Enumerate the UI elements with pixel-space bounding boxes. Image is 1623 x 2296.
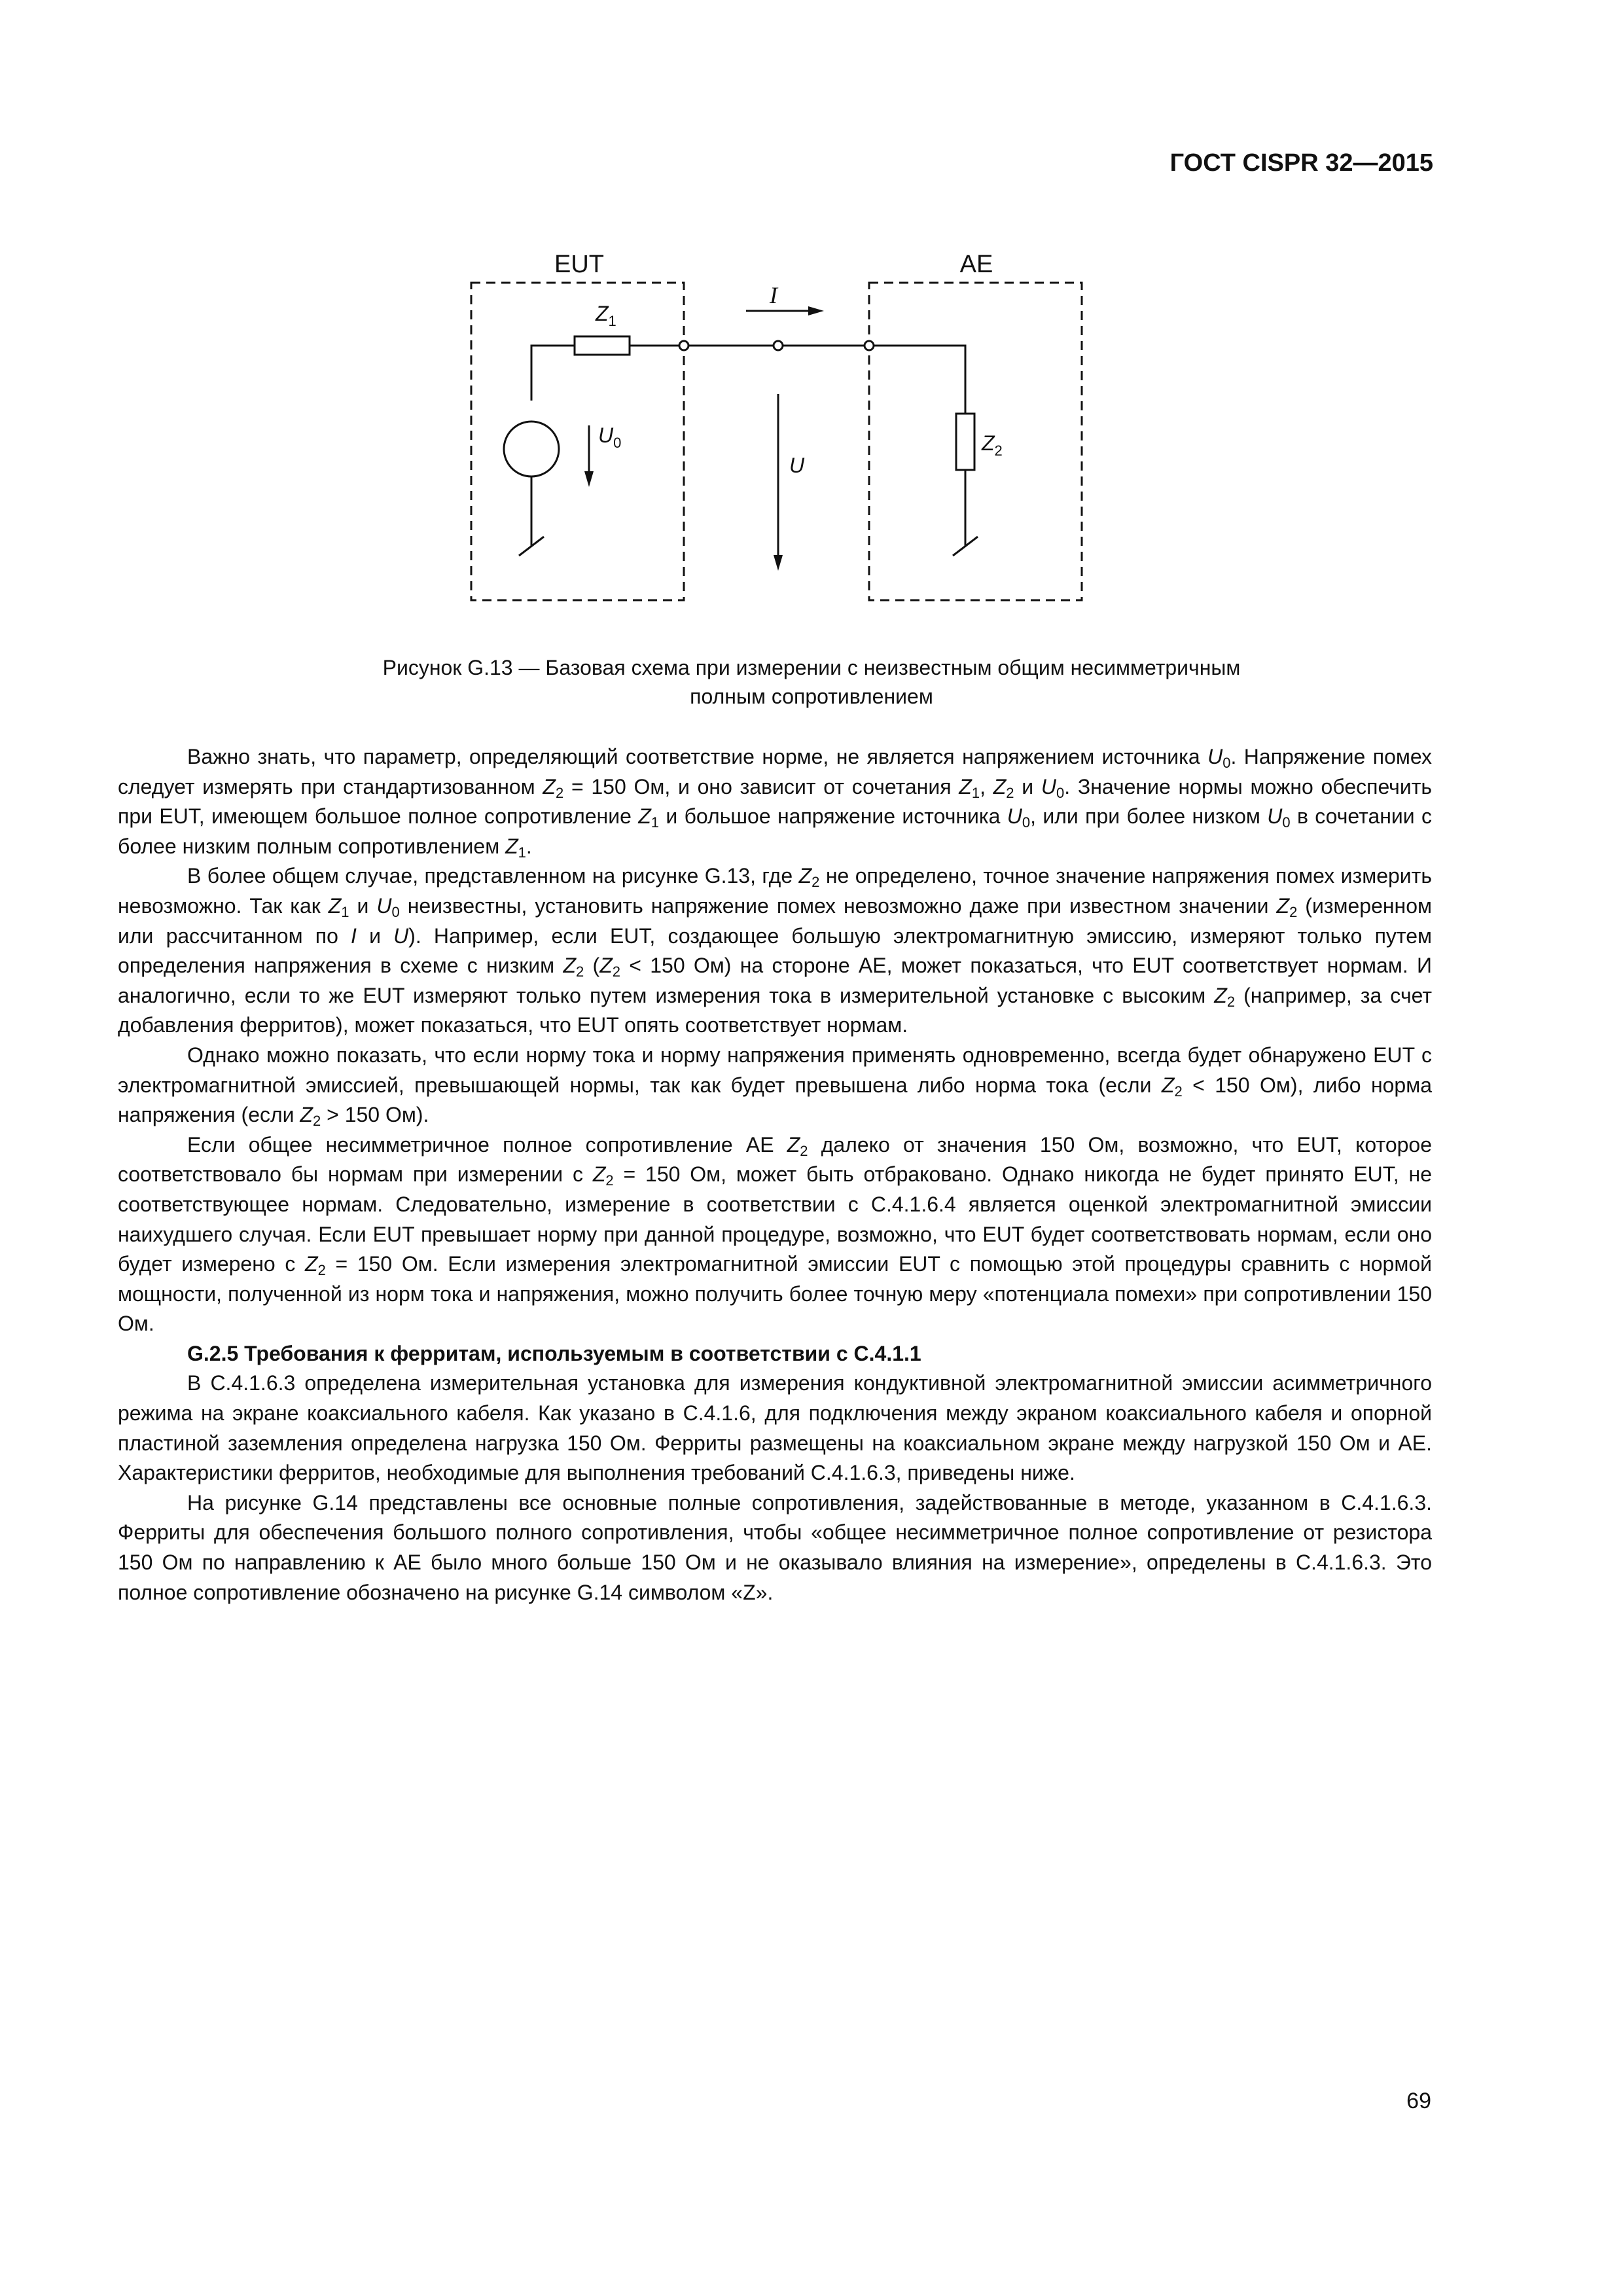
page-number: 69 bbox=[1406, 2089, 1431, 2113]
paragraph-5: В С.4.1.6.3 определена измерительная установка для измерения кондуктивной электромагнитной эмиссии асимметричного режима на экране коаксиального кабеля. Как указано в С.4.1.6, для подключения между экраном коаксиального кабеля и опорной пластиной заземления определена нагрузка 150 Ом. Ферриты размещены на коаксиальном экране между нагрузкой 150 Ом и AE. Характеристики ферритов, необходимые для выполнения требований С.4.1.6.3, приведены ниже. bbox=[118, 1371, 1432, 1485]
current-arrowhead bbox=[808, 306, 824, 315]
paragraph-3: Однако можно показать, что если норму тока и норму напряжения применять одновременно, всегда будет обнаружено EUT с электромагнитной эмиссией, превышающей нормы, так как будет превышена либо норма тока (если $Z_2 < 150$ Ом), либо норма напряжения (если $Z_2 > 150$ Ом). bbox=[118, 1043, 1433, 1130]
paragraph-6: На рисунке G.14 представлены все основные полные сопротивления, задействованные в методе, указанном в С.4.1.6.3. Ферриты для обеспечения большого полного сопротивления, чтобы «общее несимметричное полное сопротивление от резистора 150 Ом по направлению к AE было много больше 150 Ом и не оказывало влияния на измерение», определены в С.4.1.6.3. Это полное сопротивление обозначено на рисунке G.14 символом «Z». bbox=[118, 1490, 1432, 1604]
u0-label: $U_0$ bbox=[598, 423, 622, 451]
ae-label: AE bbox=[959, 251, 993, 278]
body-text bbox=[118, 742, 1432, 1607]
eut-box bbox=[471, 283, 684, 600]
z1-resistor bbox=[575, 336, 630, 355]
z2-label: $Z_2$ bbox=[982, 431, 1003, 459]
eut-wire-left bbox=[531, 346, 575, 401]
u0-arrowhead bbox=[584, 471, 594, 487]
u-arrowhead bbox=[774, 555, 783, 571]
current-label: I bbox=[770, 282, 777, 308]
section-heading: G.2.5 Требования к ферритам, используемым в соответствии с С.4.1.1 bbox=[187, 1341, 921, 1365]
figure-caption bbox=[118, 653, 1505, 711]
paragraph-4: Если общее несимметричное полное сопротивление AE $Z_2$ далеко от значения 150 Ом, возможно, что EUT, которое соответствовало бы нормам при измерении с $Z_2 = 150$ Ом, может быть отбраковано. Однако никогда не будет принято EUT, не соответствующее нормам. Следовательно, измерение в соответствии с С.4.1.6.4 является оценкой электромагнитной эмиссии наихудшего случая. Если EUT превышает норму при данной процедуре, возможно, что EUT будет соответствовать нормам, если оно будет измерено с $Z_2 = 150$ Ом. Если измерения электромагнитной эмиссии EUT с помощью этой процедуры сравнить с нормой мощности, полученной из норм тока и напряжения, можно получить более точную меру «потенциала помехи» при сопротивлении 150 Ом. bbox=[118, 1132, 1433, 1336]
node-eut bbox=[679, 341, 688, 350]
paragraph-2: В более общем случае, представленном на рисунке G.13, где $Z_2$ не определено, точное значение напряжения помех измерить невозможно. Так как $Z_1$ и $U_0$ неизвестны, установить напряжение помех невозможно даже при известном значении $Z_2$ (измеренном или рассчитанном по I и U). Например, если EUT, создающее большую электромагнитную эмиссию, измеряют только путем определения напряжения в схеме с низким $Z_2$ ($Z_2 < 150$ Ом) на стороне AE, может показаться, что EUT соответствует нормам. И аналогично, если то же EUT измеряют только путем измерения тока в измерительной установке с высоким $Z_2$ (например, за счет добавления ферритов), может показаться, что EUT опять соответствует нормам. bbox=[118, 864, 1433, 1037]
document-header: ГОСТ CISPR 32—2015 bbox=[1169, 149, 1433, 177]
z1-label: $Z_1$ bbox=[596, 302, 616, 329]
voltage-source bbox=[504, 422, 559, 476]
u-label: U bbox=[789, 454, 805, 477]
node-ae bbox=[865, 341, 874, 350]
eut-label: EUT bbox=[554, 251, 604, 278]
paragraph-1: Важно знать, что параметр, определяющий соответствие норме, не является напряжением источника $U_0$. Напряжение помех следует измерять при стандартизованном $Z_2 = 150$ Ом, и оно зависит от сочетания $Z_1$, $Z_2$ и $U_0$. Значение нормы можно обеспечить при EUT, имеющем большое полное сопротивление $Z_1$ и большое напряжение источника $U_0$, или при более низком $U_0$ в сочетании с более низким полным сопротивлением $Z_1$. bbox=[118, 745, 1433, 861]
caption-line-1: Рисунок G.13 — Базовая схема при измерении с неизвестным общим несимметричным bbox=[382, 656, 1241, 679]
caption-line-2: полным сопротивлением bbox=[690, 685, 933, 708]
circuit-diagram bbox=[458, 242, 1113, 609]
node-mid bbox=[774, 341, 783, 350]
z2-resistor bbox=[956, 414, 974, 470]
ae-wire bbox=[869, 346, 965, 414]
